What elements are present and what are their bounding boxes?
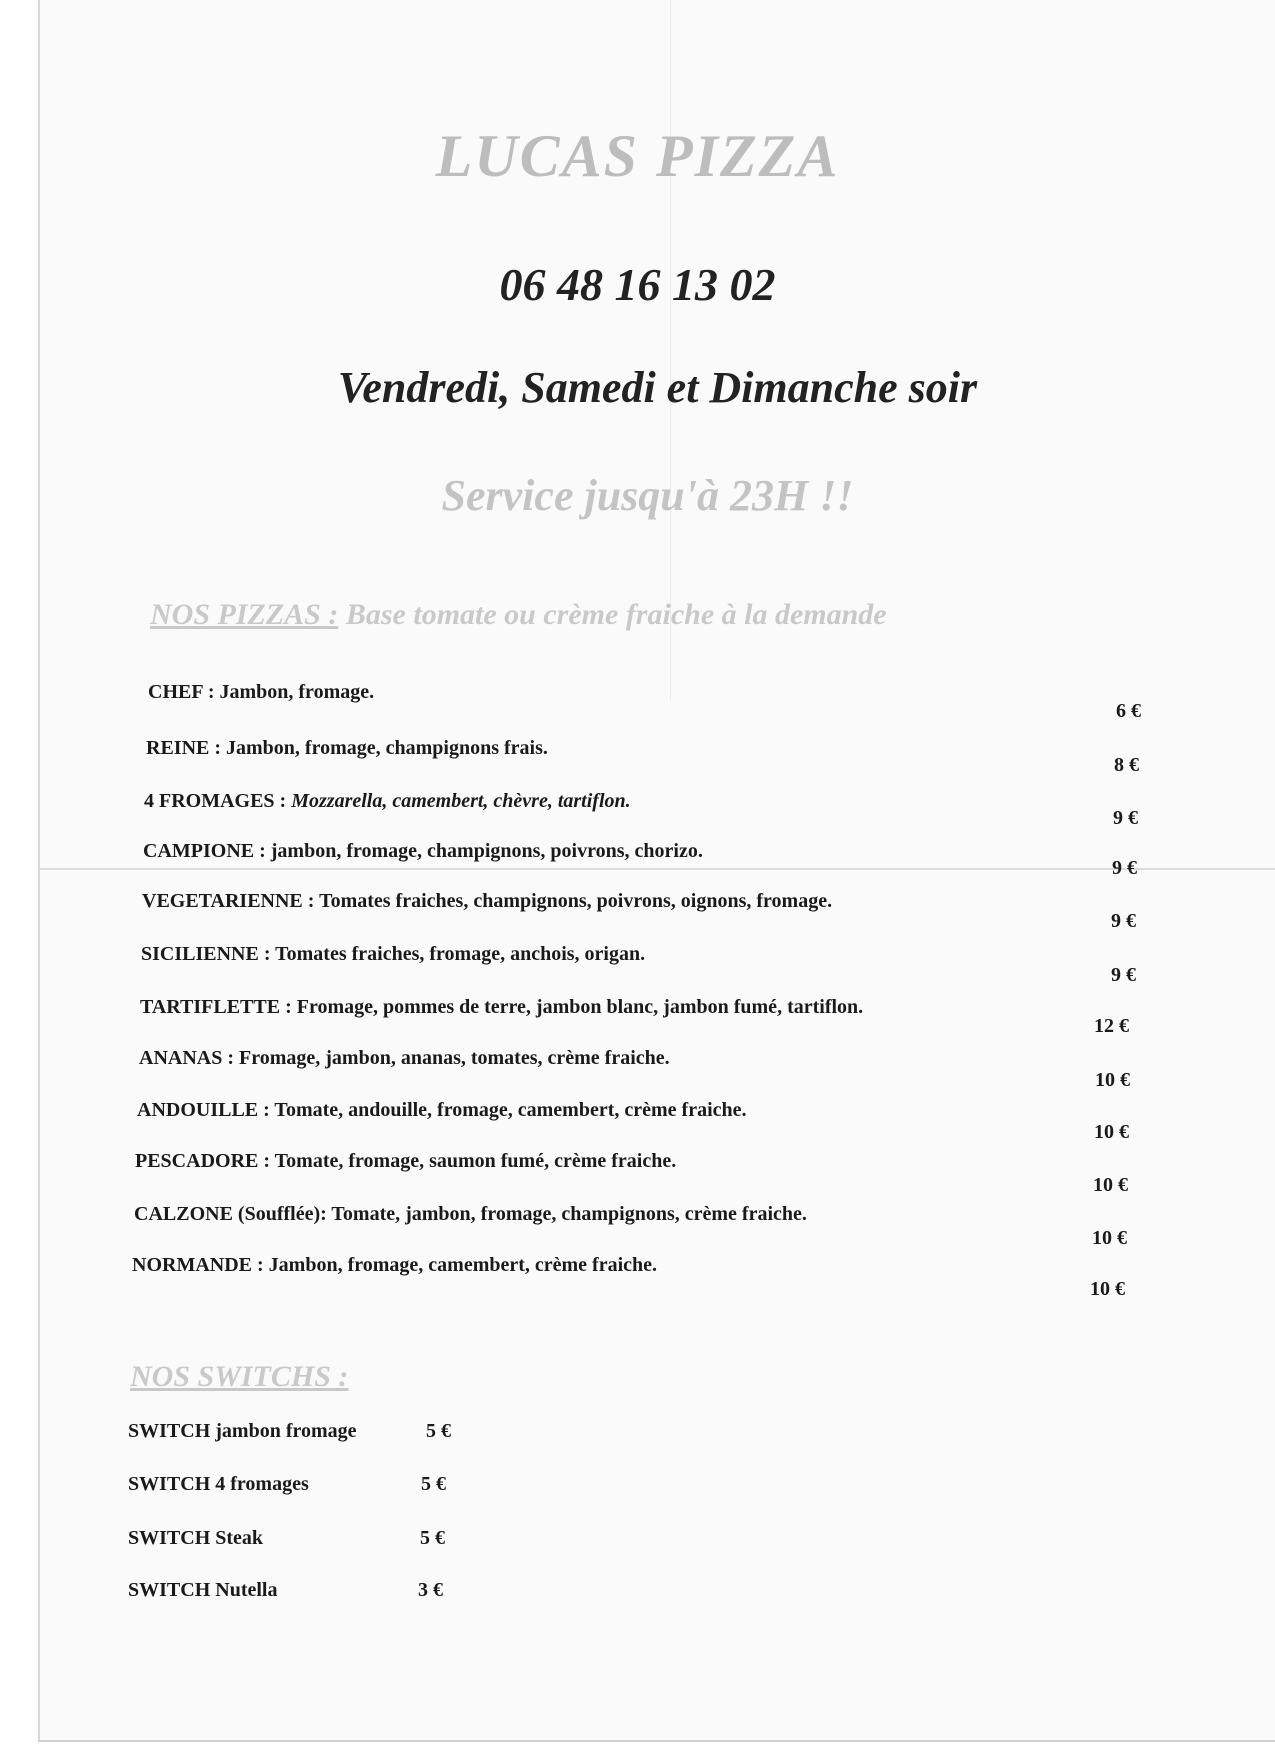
pizza-ingredients: Jambon, fromage, champignons frais.: [221, 737, 548, 759]
switch-item: [128, 1473, 528, 1513]
pizza-ingredients: Tomate, jambon, fromage, champignons, crème fraiche.: [326, 1203, 807, 1225]
pizza-name: ANDOUILLE :: [137, 1099, 270, 1121]
pizza-line: [134, 1203, 807, 1226]
pizza-line: [132, 1254, 657, 1277]
switch-item: [128, 1420, 528, 1460]
switch-item: [128, 1579, 528, 1619]
fold-line-vertical: [670, 0, 671, 700]
pizza-price: 9 €: [1111, 910, 1136, 932]
pizza-price: 6 €: [1116, 700, 1141, 722]
switchs-section-label: NOS SWITCHS :: [130, 1360, 349, 1393]
pizza-price: 10 €: [1090, 1278, 1125, 1300]
pizza-price: 10 €: [1095, 1069, 1130, 1091]
pizza-price: 10 €: [1094, 1121, 1129, 1143]
pizza-price: 12 €: [1094, 1015, 1129, 1037]
pizza-name: PESCADORE :: [135, 1150, 271, 1172]
pizza-name: CAMPIONE :: [143, 840, 266, 862]
switch-price: 5 €: [420, 1527, 445, 1549]
pizza-price: 9 €: [1113, 807, 1138, 829]
pizza-ingredients: jambon, fromage, champignons, poivrons, chorizo.: [265, 840, 703, 862]
switch-name: SWITCH 4 fromages: [128, 1473, 309, 1495]
switch-price: 3 €: [418, 1579, 443, 1601]
pizza-line: [143, 840, 703, 863]
restaurant-title: LUCAS PIZZA: [435, 123, 840, 189]
switch-name: SWITCH jambon fromage: [128, 1420, 357, 1442]
pizza-name: CHEF :: [148, 681, 215, 703]
pizza-price: 10 €: [1092, 1227, 1127, 1249]
pizza-line: [135, 1150, 676, 1173]
pizza-name: TARTIFLETTE :: [140, 996, 292, 1018]
pizza-line: [142, 890, 832, 913]
pizza-price: 10 €: [1093, 1174, 1128, 1196]
pizza-name: 4 FROMAGES :: [144, 790, 287, 812]
pizzas-section-label: NOS PIZZAS :: [150, 598, 339, 631]
pizza-name: CALZONE (Soufflée):: [134, 1203, 327, 1225]
pizza-ingredients: Jambon, fromage.: [214, 681, 375, 703]
service-hours: Service jusqu'à 23H !!: [441, 471, 854, 520]
switch-price: 5 €: [426, 1420, 451, 1442]
switch-name: SWITCH Steak: [128, 1527, 264, 1549]
pizza-ingredients: Fromage, jambon, ananas, tomates, crème fraiche.: [234, 1047, 670, 1069]
switch-name: SWITCH Nutella: [128, 1579, 278, 1601]
switch-item: [128, 1527, 528, 1567]
pizza-ingredients: Fromage, pommes de terre, jambon blanc, jambon fumé, tartiflon.: [291, 996, 864, 1018]
pizza-ingredients: Jambon, fromage, camembert, crème fraiche.: [263, 1254, 658, 1276]
pizza-ingredients: Mozzarella, camembert, chèvre, tartiflon.: [286, 790, 631, 812]
pizza-line: [148, 681, 374, 704]
pizza-line: [144, 790, 631, 813]
pizza-line: [140, 996, 863, 1019]
pizza-ingredients: Tomates fraiches, champignons, poivrons, oignons, fromage.: [314, 890, 833, 912]
switchs-section-title: [130, 1360, 348, 1394]
pizza-ingredients: Tomate, andouille, fromage, camembert, crème fraiche.: [269, 1099, 747, 1121]
pizza-line: [139, 1047, 670, 1070]
pizza-line: [146, 737, 548, 760]
pizza-line: [137, 1099, 747, 1122]
fold-line-horizontal: [40, 868, 1275, 870]
pizza-name: SICILIENNE :: [141, 943, 271, 965]
pizza-ingredients: Tomate, fromage, saumon fumé, crème fraiche.: [270, 1150, 677, 1172]
switch-price: 5 €: [421, 1473, 446, 1495]
opening-days: Vendredi, Samedi et Dimanche soir: [337, 363, 978, 412]
pizza-price: 9 €: [1112, 857, 1137, 879]
pizza-name: NORMANDE :: [132, 1254, 264, 1276]
pizza-name: REINE :: [146, 737, 222, 759]
pizza-line: [141, 943, 645, 966]
pizza-ingredients: Tomates fraiches, fromage, anchois, origan.: [270, 943, 646, 965]
pizza-price: 9 €: [1111, 964, 1136, 986]
pizzas-section-title: [150, 598, 887, 632]
phone-number: 06 48 16 13 02: [499, 259, 776, 310]
pizza-price: 8 €: [1114, 754, 1139, 776]
pizza-name: ANANAS :: [139, 1047, 234, 1069]
pizza-name: VEGETARIENNE :: [142, 890, 315, 912]
pizzas-section-subtitle: Base tomate ou crème fraiche à la demande: [338, 598, 887, 631]
